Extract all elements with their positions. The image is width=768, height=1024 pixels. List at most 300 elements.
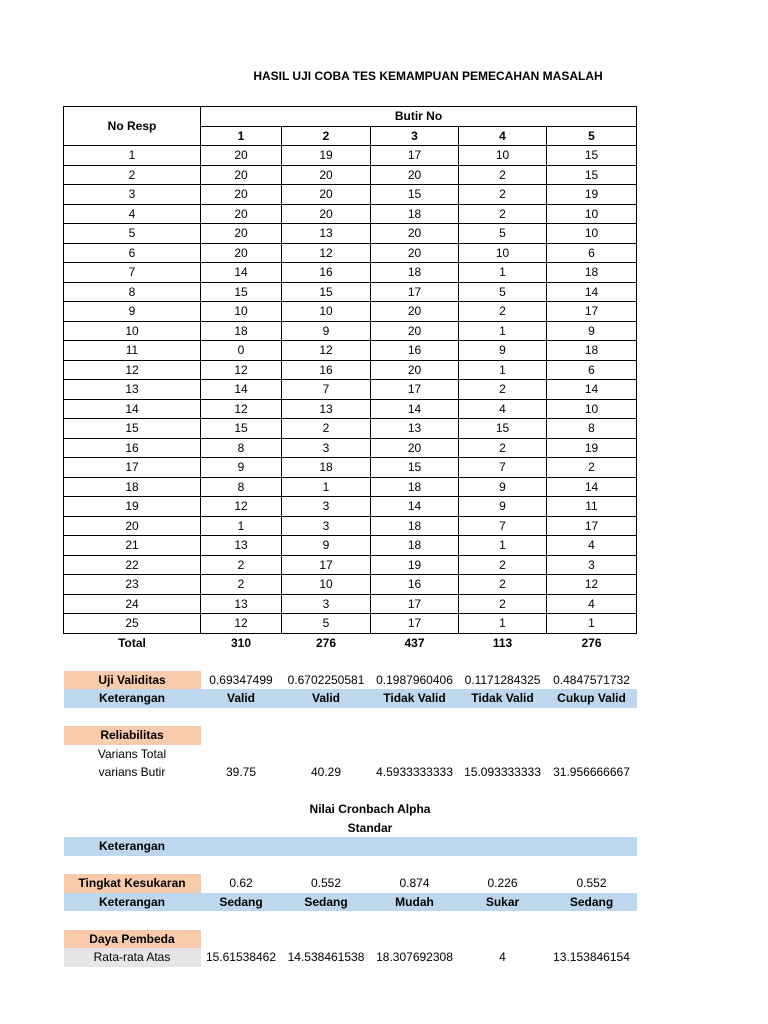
kesukaran-value: 0.874	[399, 876, 430, 891]
empty-cell	[459, 745, 547, 764]
score-cell: 8	[547, 419, 637, 439]
table-row	[64, 438, 637, 458]
table-row	[64, 594, 637, 614]
score-cell: 17	[371, 146, 459, 166]
score-cell: 10	[547, 204, 637, 224]
kesukaran-value: 0.552	[310, 876, 342, 891]
score-cell: 8	[201, 477, 282, 497]
score-cell: 10	[201, 302, 282, 322]
empty-cell	[282, 856, 371, 875]
score-cell: 2	[459, 204, 547, 224]
score-cell: 15	[547, 146, 637, 166]
table-row	[64, 243, 637, 263]
item-number-header: 1	[201, 126, 282, 146]
score-cell: 13	[371, 419, 459, 439]
score-cell: 1	[459, 263, 547, 283]
empty-cell	[64, 800, 201, 819]
score-cell: 1	[547, 614, 637, 634]
score-cell: 14	[547, 380, 637, 400]
resp-number: 1	[64, 146, 201, 166]
score-cell: 17	[371, 614, 459, 634]
cronbach-row	[64, 800, 637, 819]
score-cell: 20	[201, 185, 282, 205]
validitas-keterangan: Cukup Valid	[547, 689, 637, 708]
score-cell: 20	[371, 438, 459, 458]
standar-label: Standar	[347, 820, 393, 835]
rata-atas-value: 15.61538462	[205, 950, 277, 965]
blank-row	[64, 782, 637, 801]
empty-cell	[547, 800, 637, 819]
total-value: 276	[581, 635, 602, 650]
score-cell: 6	[547, 243, 637, 263]
score-cell: 12	[201, 399, 282, 419]
cronbach-alpha-label: Nilai Cronbach Alpha	[309, 802, 431, 817]
kesukaran-value: 0.552	[576, 876, 607, 891]
resp-number: 20	[64, 516, 201, 536]
table-row	[64, 380, 637, 400]
table-row	[64, 497, 637, 517]
empty-cell	[201, 837, 282, 856]
validitas-keterangan: Valid	[201, 689, 282, 708]
score-cell: 19	[547, 438, 637, 458]
varians-total-label: Varians Total	[97, 746, 167, 761]
empty-cell	[459, 856, 547, 875]
table-row	[64, 458, 637, 478]
score-cell: 20	[282, 204, 371, 224]
score-cell: 9	[282, 536, 371, 556]
empty-cell	[459, 726, 547, 745]
table-row	[64, 282, 637, 302]
empty-cell	[459, 819, 547, 838]
resp-number: 18	[64, 477, 201, 497]
resp-number: 21	[64, 536, 201, 556]
score-cell: 12	[201, 497, 282, 517]
table-row	[64, 185, 637, 205]
resp-number: 19	[64, 497, 201, 517]
resp-number: 8	[64, 282, 201, 302]
empty-cell	[282, 911, 371, 930]
score-cell: 17	[371, 380, 459, 400]
score-cell: 10	[282, 302, 371, 322]
total-value: 310	[230, 635, 252, 650]
score-cell: 13	[201, 536, 282, 556]
kesukaran-row	[64, 874, 637, 893]
score-cell: 5	[459, 224, 547, 244]
resp-number: 25	[64, 614, 201, 634]
score-cell: 9	[459, 497, 547, 517]
no-resp-header: No Resp	[64, 107, 201, 146]
score-cell: 15	[282, 282, 371, 302]
score-cell: 14	[547, 477, 637, 497]
resp-number: 14	[64, 399, 201, 419]
score-cell: 14	[201, 380, 282, 400]
total-value: 113	[492, 635, 513, 650]
score-cell: 10	[459, 146, 547, 166]
score-cell: 1	[459, 614, 547, 634]
validitas-value: 0.4847571732	[553, 672, 630, 687]
varians-butir-label: varians Butir	[98, 765, 166, 780]
empty-cell	[282, 726, 371, 745]
table-row	[64, 477, 637, 497]
table-row	[64, 263, 637, 283]
empty-cell	[64, 652, 201, 671]
kesukaran-value: 0.62	[229, 876, 253, 891]
table-row	[64, 165, 637, 185]
daya-pembeda-label: Daya Pembeda	[64, 930, 201, 949]
score-cell: 16	[371, 341, 459, 361]
resp-number: 7	[64, 263, 201, 283]
empty-cell	[64, 911, 201, 930]
resp-number: 13	[64, 380, 201, 400]
score-cell: 20	[282, 165, 371, 185]
score-cell: 7	[282, 380, 371, 400]
score-cell: 4	[547, 536, 637, 556]
table-row	[64, 341, 637, 361]
score-cell: 2	[547, 458, 637, 478]
varians-total-row	[64, 745, 637, 764]
score-cell: 9	[459, 341, 547, 361]
score-cell: 14	[201, 263, 282, 283]
validitas-keterangan: Tidak Valid	[371, 689, 459, 708]
rata-rata-atas-label: Rata-rata Atas	[64, 948, 201, 967]
score-cell: 15	[459, 419, 547, 439]
rata-atas-value: 4	[499, 950, 506, 965]
varians-butir-value: 39.75	[225, 765, 257, 780]
score-cell: 9	[459, 477, 547, 497]
empty-cell	[201, 782, 282, 801]
validitas-keterangan: Valid	[282, 689, 371, 708]
score-cell: 3	[282, 438, 371, 458]
score-cell: 18	[371, 516, 459, 536]
score-cell: 11	[547, 497, 637, 517]
score-cell: 17	[547, 302, 637, 322]
score-cell: 20	[201, 165, 282, 185]
resp-number: 11	[64, 341, 201, 361]
total-label: Total	[118, 635, 146, 650]
score-cell: 0	[201, 341, 282, 361]
resp-number: 12	[64, 360, 201, 380]
table-row	[64, 536, 637, 556]
score-cell: 2	[459, 380, 547, 400]
score-cell: 6	[547, 360, 637, 380]
validitas-value: 0.69347499	[209, 672, 273, 687]
score-cell: 12	[201, 360, 282, 380]
item-number-header: 4	[459, 126, 547, 146]
score-cell: 18	[547, 263, 637, 283]
score-cell: 20	[371, 165, 459, 185]
blank-row	[64, 708, 637, 727]
validitas-keterangan: Tidak Valid	[459, 689, 547, 708]
score-cell: 2	[459, 185, 547, 205]
score-cell: 2	[459, 594, 547, 614]
uji-validitas-label: Uji Validitas	[64, 671, 201, 690]
table-row	[64, 516, 637, 536]
empty-cell	[547, 930, 637, 949]
empty-cell	[201, 911, 282, 930]
empty-cell	[64, 782, 201, 801]
keterangan-label: Keterangan	[64, 837, 201, 856]
score-cell: 18	[282, 458, 371, 478]
empty-cell	[459, 837, 547, 856]
score-cell: 12	[282, 341, 371, 361]
score-cell: 12	[547, 575, 637, 595]
score-cell: 20	[201, 204, 282, 224]
score-cell: 12	[201, 614, 282, 634]
table-row	[64, 614, 637, 634]
score-cell: 10	[459, 243, 547, 263]
resp-number: 6	[64, 243, 201, 263]
score-cell: 7	[459, 458, 547, 478]
empty-cell	[371, 837, 459, 856]
score-cell: 4	[459, 399, 547, 419]
score-cell: 12	[282, 243, 371, 263]
validitas-value: 0.1171284325	[464, 672, 541, 687]
score-cell: 14	[371, 497, 459, 517]
empty-cell	[371, 708, 459, 727]
score-cell: 9	[282, 321, 371, 341]
kesukaran-keterangan-row	[64, 893, 637, 912]
score-cell: 17	[371, 282, 459, 302]
score-cell: 20	[371, 360, 459, 380]
empty-cell	[201, 930, 282, 949]
score-cell: 18	[371, 204, 459, 224]
score-cell: 13	[282, 399, 371, 419]
empty-cell	[459, 911, 547, 930]
score-cell: 15	[371, 185, 459, 205]
score-cell: 1	[459, 360, 547, 380]
results-table	[63, 106, 637, 967]
resp-number: 4	[64, 204, 201, 224]
score-cell: 14	[371, 399, 459, 419]
butir-no-header: Butir No	[201, 107, 637, 127]
score-cell: 3	[282, 594, 371, 614]
score-cell: 18	[547, 341, 637, 361]
resp-number: 22	[64, 555, 201, 575]
empty-cell	[371, 726, 459, 745]
empty-cell	[201, 708, 282, 727]
item-number-header: 5	[547, 126, 637, 146]
total-row	[64, 633, 637, 652]
validitas-value: 0.1987960406	[376, 672, 453, 687]
score-cell: 13	[201, 594, 282, 614]
score-cell: 9	[201, 458, 282, 478]
varians-butir-value: 31.956666667	[553, 765, 630, 780]
keterangan-label: Keterangan	[64, 893, 201, 912]
item-number-header: 2	[282, 126, 371, 146]
score-cell: 16	[282, 263, 371, 283]
score-cell: 5	[459, 282, 547, 302]
validitas-keterangan-row	[64, 689, 637, 708]
score-cell: 7	[459, 516, 547, 536]
empty-cell	[201, 819, 282, 838]
score-cell: 17	[371, 594, 459, 614]
results-table-body	[64, 107, 637, 967]
score-cell: 20	[371, 321, 459, 341]
score-cell: 1	[459, 321, 547, 341]
score-cell: 16	[371, 575, 459, 595]
tingkat-kesukaran-label: Tingkat Kesukaran	[64, 874, 201, 893]
table-row	[64, 204, 637, 224]
keterangan-label: Keterangan	[64, 689, 201, 708]
score-cell: 10	[282, 575, 371, 595]
resp-number: 3	[64, 185, 201, 205]
empty-cell	[371, 782, 459, 801]
item-number-header: 3	[371, 126, 459, 146]
score-cell: 19	[371, 555, 459, 575]
score-cell: 20	[371, 302, 459, 322]
empty-cell	[547, 837, 637, 856]
empty-cell	[459, 652, 547, 671]
kesukaran-value: 0.226	[487, 876, 518, 891]
score-cell: 5	[282, 614, 371, 634]
score-cell: 2	[459, 555, 547, 575]
score-cell: 16	[282, 360, 371, 380]
empty-cell	[459, 708, 547, 727]
kesukaran-keterangan: Sedang	[201, 893, 282, 912]
score-cell: 15	[371, 458, 459, 478]
score-cell: 2	[459, 165, 547, 185]
score-cell: 20	[282, 185, 371, 205]
header-row	[64, 107, 637, 127]
table-row	[64, 302, 637, 322]
score-cell: 1	[459, 536, 547, 556]
score-cell: 20	[201, 243, 282, 263]
empty-cell	[459, 782, 547, 801]
empty-cell	[201, 800, 282, 819]
standar-row	[64, 819, 637, 838]
kesukaran-keterangan: Sukar	[459, 893, 547, 912]
empty-cell	[547, 652, 637, 671]
score-cell: 2	[459, 438, 547, 458]
reliabilitas-label: Reliabilitas	[64, 726, 201, 745]
score-cell: 17	[547, 516, 637, 536]
varians-butir-value: 15.093333333	[464, 765, 541, 780]
score-cell: 3	[547, 555, 637, 575]
score-cell: 8	[201, 438, 282, 458]
empty-cell	[459, 930, 547, 949]
rata-atas-row	[64, 948, 637, 967]
score-cell: 15	[201, 282, 282, 302]
resp-number: 23	[64, 575, 201, 595]
score-cell: 15	[201, 419, 282, 439]
resp-number: 10	[64, 321, 201, 341]
score-cell: 17	[282, 555, 371, 575]
empty-cell	[64, 856, 201, 875]
empty-cell	[201, 856, 282, 875]
empty-cell	[371, 745, 459, 764]
score-cell: 18	[371, 536, 459, 556]
table-row	[64, 399, 637, 419]
empty-cell	[201, 652, 282, 671]
varians-butir-value: 40.29	[310, 765, 342, 780]
table-row	[64, 360, 637, 380]
validitas-row	[64, 671, 637, 690]
score-cell: 4	[547, 594, 637, 614]
resp-number: 17	[64, 458, 201, 478]
rata-atas-value: 18.307692308	[376, 950, 453, 965]
empty-cell	[371, 652, 459, 671]
empty-cell	[282, 708, 371, 727]
empty-cell	[282, 782, 371, 801]
daya-pembeda-row	[64, 930, 637, 949]
score-cell: 13	[282, 224, 371, 244]
validitas-value: 0.6702250581	[287, 672, 365, 687]
empty-cell	[64, 708, 201, 727]
score-cell: 3	[282, 497, 371, 517]
table-row	[64, 555, 637, 575]
empty-cell	[282, 930, 371, 949]
score-cell: 14	[547, 282, 637, 302]
score-cell: 20	[371, 224, 459, 244]
score-cell: 15	[547, 165, 637, 185]
empty-cell	[371, 930, 459, 949]
score-cell: 2	[201, 555, 282, 575]
score-cell: 10	[547, 399, 637, 419]
kesukaran-keterangan: Mudah	[371, 893, 459, 912]
resp-number: 24	[64, 594, 201, 614]
resp-number: 5	[64, 224, 201, 244]
empty-cell	[201, 745, 282, 764]
empty-cell	[547, 782, 637, 801]
rata-atas-value: 14.538461538	[287, 950, 365, 965]
kesukaran-keterangan: Sedang	[547, 893, 637, 912]
score-cell: 2	[459, 575, 547, 595]
score-cell: 18	[371, 263, 459, 283]
blank-row	[64, 911, 637, 930]
empty-cell	[547, 911, 637, 930]
total-value: 276	[315, 635, 337, 650]
empty-cell	[459, 800, 547, 819]
score-cell: 2	[282, 419, 371, 439]
empty-cell	[371, 856, 459, 875]
score-cell: 20	[201, 224, 282, 244]
resp-number: 9	[64, 302, 201, 322]
empty-cell	[64, 819, 201, 838]
total-value: 437	[404, 635, 425, 650]
empty-cell	[547, 708, 637, 727]
blank-row	[64, 856, 637, 875]
score-cell: 1	[282, 477, 371, 497]
empty-cell	[282, 745, 371, 764]
resp-number: 2	[64, 165, 201, 185]
score-cell: 20	[201, 146, 282, 166]
score-cell: 18	[371, 477, 459, 497]
empty-cell	[282, 652, 371, 671]
resp-number: 15	[64, 419, 201, 439]
table-row	[64, 575, 637, 595]
score-cell: 18	[201, 321, 282, 341]
reliabilitas-row	[64, 726, 637, 745]
empty-cell	[547, 745, 637, 764]
score-cell: 19	[547, 185, 637, 205]
empty-cell	[201, 726, 282, 745]
score-cell: 9	[547, 321, 637, 341]
empty-cell	[282, 837, 371, 856]
score-cell: 2	[201, 575, 282, 595]
table-row	[64, 419, 637, 439]
rata-atas-value: 13.153846154	[553, 950, 630, 965]
blank-row	[64, 652, 637, 671]
score-cell: 1	[201, 516, 282, 536]
score-cell: 2	[459, 302, 547, 322]
table-row	[64, 321, 637, 341]
empty-cell	[371, 911, 459, 930]
score-cell: 19	[282, 146, 371, 166]
reliabilitas-keterangan-row	[64, 837, 637, 856]
table-row	[64, 224, 637, 244]
varians-butir-value: 4.5933333333	[376, 765, 453, 780]
score-cell: 3	[282, 516, 371, 536]
